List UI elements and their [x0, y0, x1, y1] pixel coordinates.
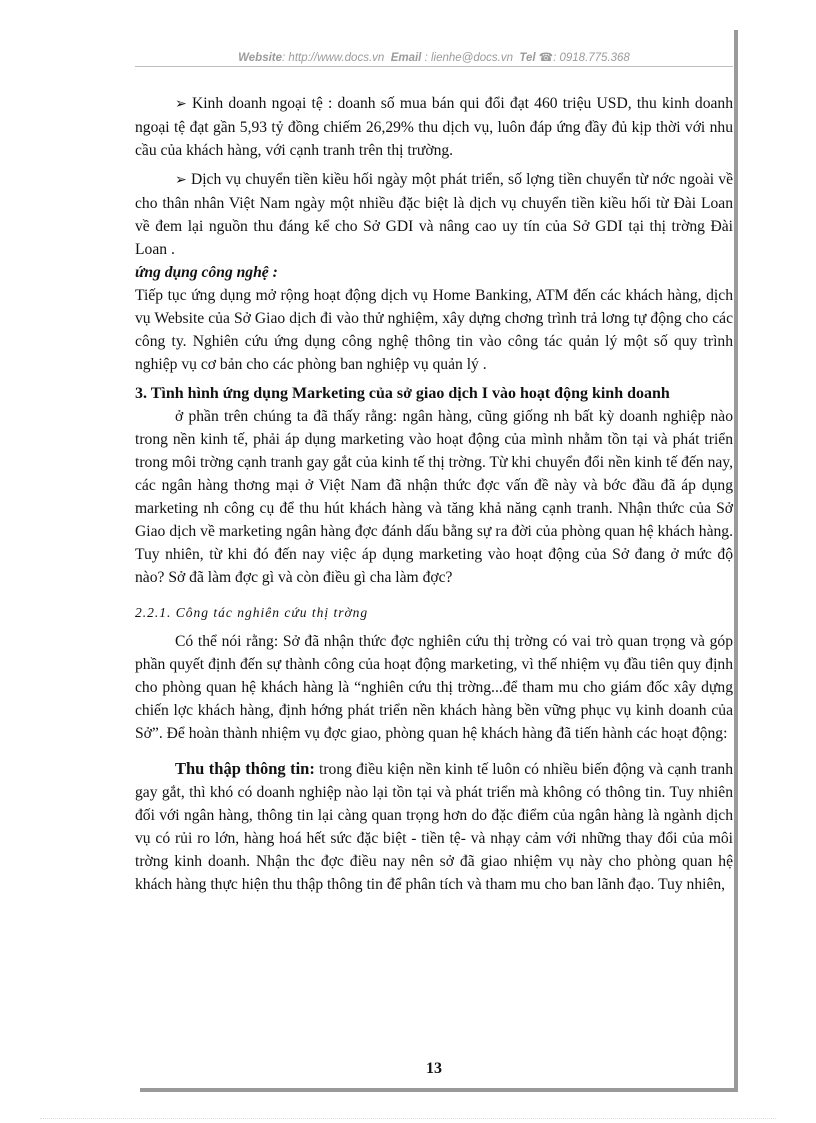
paragraph-information-gathering: Thu thập thông tin: trong điều kiện nền kinh tế luôn có nhiều biến động và cạnh tranh gay gắt, thì khó có doanh nghiệp nào lại tồn tại và phát triển mà không có thông tin. Tuy nhiên đối với ngân hàng, thông tin lại càng quan trọng hơn do đặc điểm của ngân hàng là ngành dịch vụ có rủi ro lớn, hàng hoá hết sức đặc biệt - tiền tệ- và nhạy cảm với những thay đổi của môi trờng kinh doanh. Nhận thc đợc điều nay nên sở đã giao nhiệm vụ này cho phòng quan hệ khách hàng thực hiện thu thập thông tin để phân tích và tham mu cho ban lãnh đạo. Tuy nhiên,	[135, 759, 733, 893]
sub-heading-technology: ứng dụng công nghệ :	[135, 264, 278, 281]
email-value: : lienhe@docs.vn	[424, 52, 513, 64]
page-shadow-bottom	[140, 1088, 738, 1092]
arrow-bullet-icon: ➢	[175, 96, 187, 112]
page-header	[135, 50, 733, 64]
header-rule	[135, 66, 733, 67]
tel-value: : 0918.775.368	[553, 52, 630, 64]
subsection-heading-2-2-1: 2.2.1. Công tác nghiên cứu thị trờng	[135, 605, 369, 620]
page-number: 13	[426, 1060, 442, 1077]
bottom-dotted-line	[40, 1118, 776, 1119]
website-label: Website	[238, 52, 283, 64]
lead-term: Thu thập thông tin:	[175, 759, 315, 778]
website-value: : http://www.docs.vn	[282, 52, 385, 64]
paragraph-technology: Tiếp tục ứng dụng mở rộng hoạt động dịch vụ Home Banking, ATM đến các khách hàng, dịch vụ Website của Sở Giao dịch đi vào thử nghiệm, xây dựng chơng trình trả lơng tự động cho các công ty. Nghiên cứu ứng dụng công nghệ thông tin vào công tác quản lý một số quy trình nghiệp vụ cơ bản cho các phòng ban nghiệp vụ quản lý .	[135, 287, 733, 373]
arrow-bullet-icon: ➢	[175, 172, 187, 188]
page-shadow-right	[734, 30, 738, 1090]
paragraph-market-research: Có thể nói rằng: Sở đã nhận thức đợc nghiên cứu thị trờng có vai trò quan trọng và góp phần quyết định đến sự thành công của hoạt động marketing, vì thế nhiệm vụ đầu tiên quy định cho phòng quan hệ khách hàng là “nghiên cứu thị trờng...để tham mu cho giám đốc xây dựng chiến lợc khách hàng, định hớng phát triển nền khách hàng bền vững phục vụ kinh doanh của Sở”. Để hoàn thành nhiệm vụ đợc giao, phòng quan hệ khách hàng đã tiến hành các hoạt động:	[135, 633, 733, 742]
tel-label: Tel	[519, 52, 536, 64]
paragraph-remittance: ➢ Dịch vụ chuyển tiền kiều hối ngày một phát triển, số lợng tiền chuyển từ nớc ngoài về cho thân nhân Việt Nam ngày một nhiều đặc biệt là dịch vụ chuyển tiền kiều hối từ Đài Loan về đem lại nguồn thu đáng kể cho Sở GDI và nâng cao uy tín của Sở GDI tại thị trờng Đài Loan .	[135, 171, 733, 258]
email-label: Email	[390, 52, 422, 64]
section-heading-3: 3. Tình hình ứng dụng Marketing của sở giao dịch I vào hoạt động kinh doanh	[135, 385, 670, 402]
paragraph-foreign-exchange: ➢ Kinh doanh ngoại tệ : doanh số mua bán qui đổi đạt 460 triệu USD, thu kinh doanh ngoại tệ đạt gần 5,93 tỷ đồng chiếm 26,29% thu dịch vụ, luôn đáp ứng đầy đủ kịp thời với nhu cầu của khách hàng, với cạnh tranh trên thị trường.	[135, 95, 734, 159]
paragraph-marketing: ở phần trên chúng ta đã thấy rằng: ngân hàng, cũng giống nh bất kỳ doanh nghiệp nào trong nền kinh tế, phải áp dụng marketing vào hoạt động của mình nhằm tồn tại và phát triển trong môi trờng cạnh tranh gay gắt của kinh tế thị trờng. Từ khi chuyển đổi nền kinh tế đến nay, các ngân hàng thơng mại ở Việt Nam đã nhận thức đợc vấn đề này và bớc đầu đã áp dụng marketing nh công cụ để thu hút khách hàng và tăng khả năng cạnh tranh. Nhận thức của Sở Giao dịch về marketing ngân hàng đợc đánh dấu bằng sự ra đời của phòng quan hệ khách hàng. Tuy nhiên, từ khi đó đến nay việc áp dụng marketing vào hoạt động của Sở đang ở mức độ nào? Sở đã làm đợc gì và còn điều gì cha làm đợc?	[135, 408, 733, 586]
phone-icon: ☎	[538, 52, 554, 64]
page-body	[135, 92, 733, 896]
